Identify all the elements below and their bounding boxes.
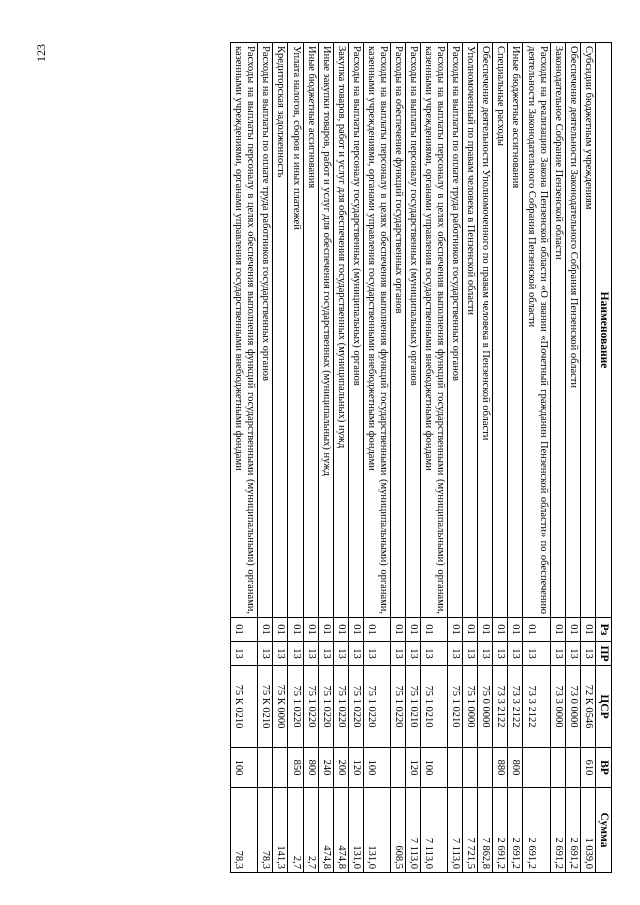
cell-csr: 73 0 0000 bbox=[565, 666, 580, 748]
cell-pr: 13 bbox=[448, 642, 463, 666]
budget-table bbox=[230, 42, 612, 873]
cell-sum: 7 113,0 bbox=[421, 788, 448, 873]
cell-csr: 75 1 0220 bbox=[348, 666, 363, 748]
cell-rz: 01 bbox=[258, 618, 273, 642]
cell-pr: 13 bbox=[273, 642, 288, 666]
cell-sum: 2 691,2 bbox=[565, 788, 580, 873]
cell-vr: 100 bbox=[421, 748, 448, 788]
table-row bbox=[273, 43, 288, 873]
cell-name: Законодательное Собрание Пензенской области bbox=[550, 43, 565, 618]
cell-name: Обеспечение деятельности Законодательного Собрания Пензенской области bbox=[565, 43, 580, 618]
cell-rz: 01 bbox=[565, 618, 580, 642]
cell-csr: 75 1 0220 bbox=[288, 666, 303, 748]
cell-name: Кредиторская задолженность bbox=[273, 43, 288, 618]
cell-vr: 880 bbox=[493, 748, 508, 788]
table-row bbox=[493, 43, 508, 873]
cell-sum: 2 691,2 bbox=[523, 788, 550, 873]
cell-rz: 01 bbox=[463, 618, 478, 642]
table-row bbox=[333, 43, 348, 873]
cell-csr: 75 К 0000 bbox=[273, 666, 288, 748]
cell-pr: 13 bbox=[390, 642, 405, 666]
cell-name: Расходы на обеспечение функций государственных органов bbox=[390, 43, 405, 618]
cell-pr: 13 bbox=[333, 642, 348, 666]
cell-csr: 73 3 2122 bbox=[508, 666, 523, 748]
cell-csr: 75 1 0220 bbox=[333, 666, 348, 748]
cell-name: Расходы на выплаты по оплате труда работников государственных органов bbox=[258, 43, 273, 618]
cell-csr: 75 0 0000 bbox=[478, 666, 493, 748]
cell-sum: 474,8 bbox=[318, 788, 333, 873]
cell-sum: 2 691,2 bbox=[493, 788, 508, 873]
header-name: Наименование bbox=[595, 43, 611, 618]
cell-vr: 120 bbox=[348, 748, 363, 788]
table-row bbox=[523, 43, 550, 873]
table-row bbox=[348, 43, 363, 873]
cell-csr: 75 К 0210 bbox=[231, 666, 258, 748]
cell-name: Субсидии бюджетным учреждениям bbox=[580, 43, 595, 618]
cell-rz: 01 bbox=[390, 618, 405, 642]
cell-sum: 2,7 bbox=[288, 788, 303, 873]
cell-name: Иные закупки товаров, работ и услуг для обеспечения государственных (муниципальных) нужд bbox=[318, 43, 333, 618]
page-number: 123 bbox=[34, 44, 48, 62]
cell-csr: 73 3 2122 bbox=[493, 666, 508, 748]
table-row bbox=[318, 43, 333, 873]
cell-vr: 100 bbox=[363, 748, 390, 788]
cell-pr: 13 bbox=[405, 642, 420, 666]
cell-vr: 240 bbox=[318, 748, 333, 788]
cell-name: Расходы на выплаты персоналу государственных (муниципальных) органов bbox=[405, 43, 420, 618]
cell-name: Иные бюджетные ассигнования bbox=[508, 43, 523, 618]
cell-sum: 2 691,2 bbox=[508, 788, 523, 873]
cell-vr bbox=[258, 748, 273, 788]
table-row bbox=[303, 43, 318, 873]
cell-rz: 01 bbox=[288, 618, 303, 642]
header-vr: ВР bbox=[595, 748, 611, 788]
cell-name: Обеспечение деятельности Уполномоченного по правам человека в Пензенской области bbox=[478, 43, 493, 618]
cell-csr: 75 1 0210 bbox=[405, 666, 420, 748]
table-row bbox=[390, 43, 405, 873]
cell-name: Расходы на выплаты персоналу в целях обеспечения выполнения функций государственными (муниципальными) органами, казенными учреждениями, органами управления государственными внебюджетными фондами bbox=[231, 43, 258, 618]
cell-vr bbox=[390, 748, 405, 788]
table-row bbox=[288, 43, 303, 873]
cell-rz: 01 bbox=[421, 618, 448, 642]
cell-vr: 100 bbox=[231, 748, 258, 788]
table-row bbox=[508, 43, 523, 873]
table-row bbox=[463, 43, 478, 873]
cell-pr: 13 bbox=[363, 642, 390, 666]
cell-pr: 13 bbox=[348, 642, 363, 666]
table-row bbox=[421, 43, 448, 873]
cell-name: Уплата налогов, сборов и иных платежей bbox=[288, 43, 303, 618]
cell-rz: 01 bbox=[333, 618, 348, 642]
header-rz: Рз bbox=[595, 618, 611, 642]
cell-pr: 13 bbox=[565, 642, 580, 666]
cell-rz: 01 bbox=[550, 618, 565, 642]
cell-name: Иные бюджетные ассигнования bbox=[303, 43, 318, 618]
cell-rz: 01 bbox=[405, 618, 420, 642]
cell-vr bbox=[448, 748, 463, 788]
cell-rz: 01 bbox=[493, 618, 508, 642]
cell-csr: 75 К 0210 bbox=[258, 666, 273, 748]
cell-rz: 01 bbox=[523, 618, 550, 642]
cell-sum: 7 113,0 bbox=[405, 788, 420, 873]
cell-csr: 75 1 0210 bbox=[421, 666, 448, 748]
cell-pr: 13 bbox=[231, 642, 258, 666]
cell-pr: 13 bbox=[258, 642, 273, 666]
cell-csr: 72 К 0546 bbox=[580, 666, 595, 748]
cell-rz: 01 bbox=[363, 618, 390, 642]
cell-csr: 75 1 0220 bbox=[363, 666, 390, 748]
cell-sum: 78,3 bbox=[258, 788, 273, 873]
cell-csr: 75 1 0220 bbox=[303, 666, 318, 748]
cell-pr: 13 bbox=[318, 642, 333, 666]
cell-vr: 200 bbox=[333, 748, 348, 788]
cell-rz: 01 bbox=[448, 618, 463, 642]
cell-vr bbox=[550, 748, 565, 788]
cell-pr: 13 bbox=[508, 642, 523, 666]
table-row bbox=[580, 43, 595, 873]
cell-vr: 800 bbox=[508, 748, 523, 788]
cell-vr bbox=[523, 748, 550, 788]
cell-pr: 13 bbox=[478, 642, 493, 666]
cell-csr: 75 1 0220 bbox=[318, 666, 333, 748]
cell-rz: 01 bbox=[303, 618, 318, 642]
cell-vr: 610 bbox=[580, 748, 595, 788]
header-sum: Сумма bbox=[595, 788, 611, 873]
table-row bbox=[231, 43, 258, 873]
cell-name: Расходы на выплаты по оплате труда работников государственных органов bbox=[448, 43, 463, 618]
cell-rz: 01 bbox=[348, 618, 363, 642]
table-header-row bbox=[595, 43, 611, 873]
cell-pr: 13 bbox=[463, 642, 478, 666]
cell-sum: 131,0 bbox=[348, 788, 363, 873]
cell-rz: 01 bbox=[580, 618, 595, 642]
cell-sum: 1 039,0 bbox=[580, 788, 595, 873]
cell-name: Расходы на выплаты персоналу государственных (муниципальных) органов bbox=[348, 43, 363, 618]
cell-name: Уполномоченный по правам человека в Пензенской области bbox=[463, 43, 478, 618]
cell-pr: 13 bbox=[550, 642, 565, 666]
cell-rz: 01 bbox=[508, 618, 523, 642]
cell-pr: 13 bbox=[523, 642, 550, 666]
cell-pr: 13 bbox=[580, 642, 595, 666]
cell-sum: 78,3 bbox=[231, 788, 258, 873]
table-row bbox=[478, 43, 493, 873]
cell-vr bbox=[273, 748, 288, 788]
cell-name: Закупка товаров, работ и услуг для обеспечения государственных (муниципальных) нужд bbox=[333, 43, 348, 618]
cell-rz: 01 bbox=[478, 618, 493, 642]
cell-name: Расходы на выплаты персоналу в целях обеспечения выполнения функций государственными (муниципальными) органами, казенными учреждениями, органами управления государственными внебюджетными фондами bbox=[421, 43, 448, 618]
table-row bbox=[448, 43, 463, 873]
table-row bbox=[258, 43, 273, 873]
cell-sum: 474,8 bbox=[333, 788, 348, 873]
cell-vr bbox=[463, 748, 478, 788]
cell-vr bbox=[565, 748, 580, 788]
cell-vr: 120 bbox=[405, 748, 420, 788]
cell-sum: 7 113,0 bbox=[448, 788, 463, 873]
cell-name: Расходы на выплаты персоналу в целях обеспечения выполнения функций государственными (муниципальными) органами, казенными учреждениями, органами управления государственными внебюджетными фондами bbox=[363, 43, 390, 618]
cell-vr bbox=[478, 748, 493, 788]
cell-rz: 01 bbox=[231, 618, 258, 642]
cell-sum: 7 721,5 bbox=[463, 788, 478, 873]
cell-csr: 75 1 0220 bbox=[390, 666, 405, 748]
cell-sum: 141,3 bbox=[273, 788, 288, 873]
cell-sum: 2,7 bbox=[303, 788, 318, 873]
cell-pr: 13 bbox=[288, 642, 303, 666]
cell-vr: 850 bbox=[288, 748, 303, 788]
cell-rz: 01 bbox=[318, 618, 333, 642]
cell-csr: 73 3 0000 bbox=[550, 666, 565, 748]
cell-name: Специальные расходы bbox=[493, 43, 508, 618]
header-csr: ЦСР bbox=[595, 666, 611, 748]
cell-pr: 13 bbox=[421, 642, 448, 666]
rotated-page-content bbox=[77, 42, 612, 872]
cell-name: Расходы на реализацию Закона Пензенской области «О звании «Почетный гражданин Пензенской области» по обеспечению деятельности Законодательного Собрания Пензенской области bbox=[523, 43, 550, 618]
table-row bbox=[363, 43, 390, 873]
cell-sum: 2 691,2 bbox=[550, 788, 565, 873]
cell-csr: 75 1 0210 bbox=[448, 666, 463, 748]
table-row bbox=[550, 43, 565, 873]
cell-sum: 608,5 bbox=[390, 788, 405, 873]
cell-vr: 800 bbox=[303, 748, 318, 788]
table-row bbox=[565, 43, 580, 873]
cell-pr: 13 bbox=[303, 642, 318, 666]
cell-rz: 01 bbox=[273, 618, 288, 642]
cell-pr: 13 bbox=[493, 642, 508, 666]
cell-csr: 73 3 2122 bbox=[523, 666, 550, 748]
table-row bbox=[405, 43, 420, 873]
header-pr: ПР bbox=[595, 642, 611, 666]
cell-sum: 7 862,8 bbox=[478, 788, 493, 873]
cell-csr: 75 1 0000 bbox=[463, 666, 478, 748]
cell-sum: 131,0 bbox=[363, 788, 390, 873]
